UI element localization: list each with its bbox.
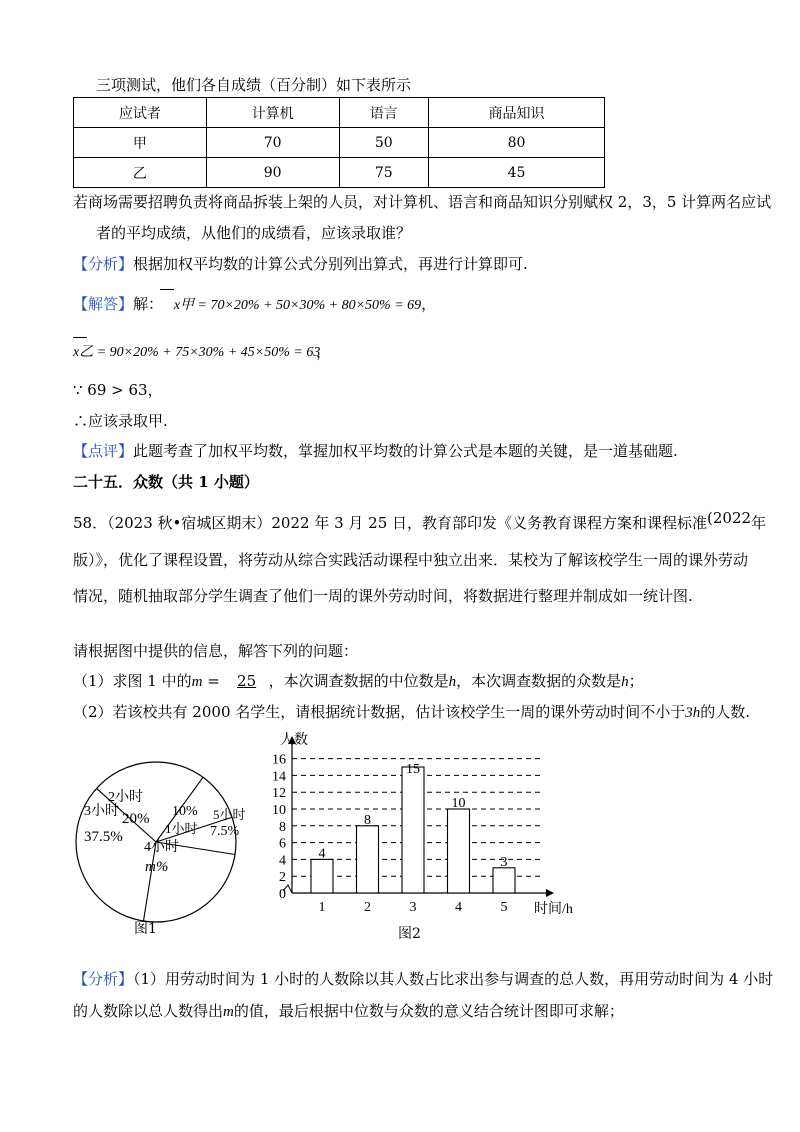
- analysis2-text: 的人数除以总人数得出: [73, 1002, 224, 1020]
- comment-text: 此题考查了加权平均数，掌握加权平均数的计算公式是本题的关键，是一道基础题.: [133, 442, 678, 460]
- bar-chart: [262, 730, 573, 925]
- solution-line: [73, 293, 436, 314]
- x-tick-label: 4: [455, 900, 462, 915]
- question-58-line: [73, 509, 767, 533]
- y-tick-label: 8: [279, 819, 286, 835]
- bar-value-label: 3: [500, 854, 508, 870]
- analysis2-m: m: [223, 1004, 234, 1020]
- intro-line: 三项测试，他们各自成绩（百分制）如下表所示: [96, 76, 412, 94]
- sub1-answer: 25: [237, 672, 257, 690]
- subquestion-2: [73, 701, 750, 722]
- bar-value-label: 4: [318, 846, 326, 862]
- bar: [311, 859, 333, 893]
- bar: [357, 826, 379, 893]
- table-cell: 70: [206, 128, 339, 158]
- scores-table: [73, 97, 605, 188]
- therefore-line: ∴应该录取甲.: [73, 412, 168, 430]
- table-row: [74, 158, 605, 188]
- because-line: ∵ 69 > 63，: [73, 381, 163, 399]
- bar-value-label: 10: [451, 796, 466, 811]
- q58-text: 年: [751, 514, 767, 532]
- formula-yi: x乙 = 90×20% + 75×30% + 45×50% = 63: [73, 345, 321, 360]
- pie-pct: m%: [145, 859, 169, 875]
- y-tick-label: 6: [279, 836, 286, 852]
- mean-bar: [73, 337, 87, 338]
- pie-pct: 20%: [122, 811, 150, 827]
- table-header: 商品知识: [429, 98, 605, 128]
- table-cell: 75: [339, 158, 429, 188]
- x-axis-label: 时间/h: [534, 902, 573, 917]
- table-cell: 90: [206, 158, 339, 188]
- analysis-paragraph: [73, 253, 528, 274]
- sub2-text: （2）若该校共有 2000 名学生，请根据统计数据，估计该校学生一周的课外劳动时间不小于: [73, 703, 686, 721]
- analysis2-text: （1）用劳动时间为 1 小时的人数除以其人数占比求出参与调查的总人数，再用劳动时间为 4 小时: [133, 970, 774, 988]
- pie-label: 1小时: [165, 821, 198, 836]
- formula-jia: x甲 = 70×20% + 50×30% + 80×50% = 69: [173, 298, 422, 313]
- bar-value-label: 15: [406, 762, 420, 777]
- y-tick-label: 10: [272, 803, 286, 818]
- table-cell: 乙: [74, 158, 207, 188]
- table-row: [74, 128, 605, 158]
- pie-label: 4小时: [144, 840, 179, 855]
- pie-pct: 10%: [172, 804, 198, 819]
- x-tick-label: 1: [318, 900, 326, 915]
- table-cell: 45: [429, 158, 605, 188]
- sub1-m: m: [191, 674, 203, 690]
- bar-value-label: 8: [364, 812, 371, 828]
- bar-caption: 图2: [398, 926, 421, 942]
- subquestion-1: [73, 670, 644, 691]
- pie-label: 2小时: [108, 790, 143, 805]
- pie-chart: [70, 755, 260, 945]
- pie-pct: 7.5%: [210, 824, 240, 839]
- pie-label: 5小时: [213, 807, 246, 822]
- sub1-text: ，本次调查数据的中位数是: [268, 672, 449, 690]
- formula-tail: ，: [421, 295, 437, 313]
- y-tick-label: 12: [272, 786, 286, 802]
- pie-label: 3小时: [84, 804, 119, 819]
- solution-lead: 解：: [133, 295, 164, 313]
- sub1-text: （1）求图 1 中的: [73, 672, 192, 690]
- y-tick-label: 14: [272, 769, 286, 785]
- formula-tail: ，: [316, 343, 332, 361]
- question-line: 者的平均成绩，从他们的成绩看，应该录取谁？: [96, 224, 412, 242]
- solution-tag: 【解答】: [73, 295, 134, 313]
- table-cell: 甲: [74, 128, 207, 158]
- table-header: 语言: [339, 98, 429, 128]
- y-axis-label: 人数: [280, 733, 308, 748]
- y-tick-label: 0: [279, 887, 286, 902]
- q58-text: 58．（2023 秋•宿城区期末）2022 年 3 月 25 日，教育部印发《义务教育课程方案和课程标准: [73, 514, 708, 532]
- sub1-h: h: [448, 674, 457, 690]
- pie-pct: 37.5%: [84, 829, 123, 845]
- sub1-eq: =: [202, 672, 225, 690]
- x-tick-label: 2: [364, 900, 371, 915]
- x-tick-label: 3: [409, 900, 417, 915]
- bar: [448, 809, 470, 893]
- sub1-text: ；: [628, 672, 644, 690]
- x-tick-label: 5: [500, 900, 508, 915]
- bar: [402, 767, 424, 893]
- q58-year: (2022: [707, 509, 752, 527]
- y-tick-label: 16: [272, 752, 286, 768]
- x-axis-arrow: [546, 889, 554, 897]
- table-header-row: [74, 98, 605, 128]
- question-line: 若商场需要招聘负责将商品拆装上架的人员，对计算机、语言和商品知识分别赋权 2，3，5 计算两名应试: [73, 193, 772, 211]
- table-cell: 50: [339, 128, 429, 158]
- sub1-h: h: [621, 674, 629, 690]
- sub2-text: 的人数.: [700, 703, 751, 721]
- analysis-tag: 【分析】: [73, 255, 134, 273]
- comment-tag: 【点评】: [73, 442, 134, 460]
- y-tick-label: 2: [279, 870, 286, 886]
- analysis-tag: 【分析】: [73, 970, 134, 988]
- analysis2-line: [73, 968, 773, 989]
- table-cell: 80: [429, 128, 605, 158]
- prompt-line: 请根据图中提供的信息，解答下列的问题：: [73, 642, 359, 660]
- table-header: 应试者: [74, 98, 207, 128]
- section-title: 二十五．众数（共 1 小题）: [73, 473, 259, 491]
- sub1-text: ，本次调查数据的众数是: [456, 672, 622, 690]
- bar: [493, 868, 515, 893]
- y-tick-label: 4: [279, 853, 286, 869]
- table-header: 计算机: [206, 98, 339, 128]
- pie-caption: 图1: [134, 921, 157, 937]
- analysis-text: 根据加权平均数的计算公式分别列出算式，再进行计算即可.: [133, 255, 528, 273]
- question-58-line: 版）》，优化了课程设置，将劳动从综合实践活动课程中独立出来．某校为了解该校学生一周的课外劳动: [73, 551, 749, 569]
- sub2-3h: 3h: [685, 705, 701, 721]
- comment-paragraph: [73, 440, 678, 461]
- analysis2-line: [73, 1000, 624, 1021]
- analysis2-text: 的值，最后根据中位数与众数的意义结合统计图即可求解；: [233, 1002, 624, 1020]
- question-58-line: 情况，随机抽取部分学生调查了他们一周的课外劳动时间，将数据进行整理并制成如一统计图.: [73, 587, 693, 605]
- mean-bar: [160, 289, 174, 290]
